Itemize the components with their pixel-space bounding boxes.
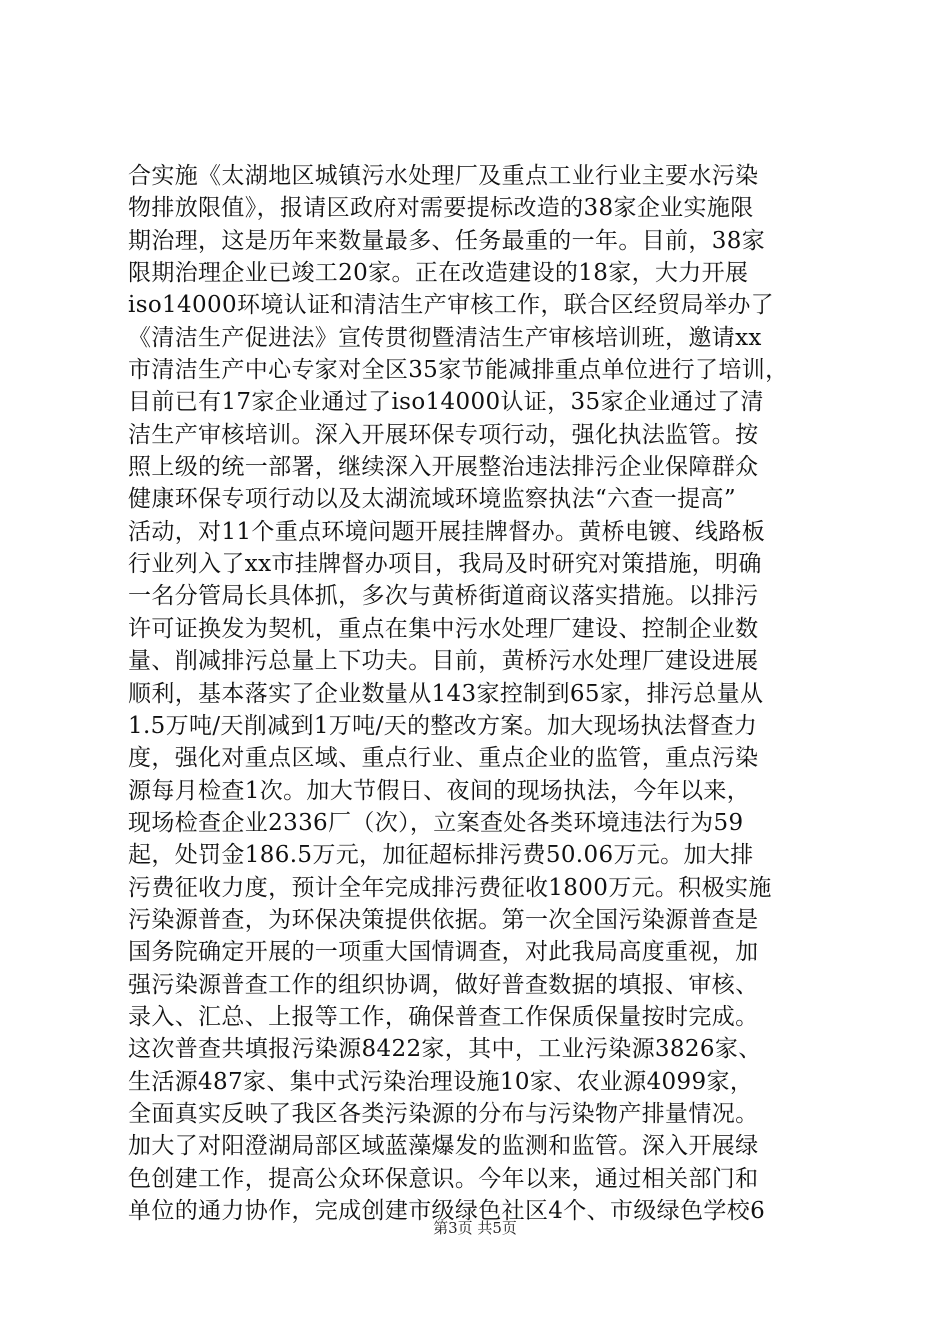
text-line: 期治理，这是历年来数量最多、任务最重的一年。目前，38家 [128, 227, 766, 254]
text-line: 加大了对阳澄湖局部区域蓝藻爆发的监测和监管。深入开展绿 [128, 1133, 759, 1160]
text-line: 起，处罚金186.5万元，加征超标排污费50.06万元。加大排 [128, 842, 754, 869]
body-paragraph [128, 160, 828, 1227]
text-line: 现场检查企业2336厂（次），立案查处各类环境违法行为59 [128, 809, 744, 836]
text-line: 度，强化对重点区域、重点行业、重点企业的监管，重点污染 [128, 745, 759, 772]
text-line: iso14000环境认证和清洁生产审核工作，联合区经贸局举办了 [128, 292, 775, 319]
text-line: 限期治理企业已竣工20家。正在改造建设的18家，大力开展 [128, 260, 749, 287]
text-line: 市清洁生产中心专家对全区35家节能减排重点单位进行了培训， [128, 357, 789, 384]
text-line: 照上级的统一部署，继续深入开展整治违法排污企业保障群众 [128, 454, 759, 481]
text-line: 全面真实反映了我区各类污染源的分布与污染物产排量情况。 [128, 1100, 759, 1127]
text-line: 量、削减排污总量上下功夫。目前，黄桥污水处理厂建设进展 [128, 648, 759, 675]
text-line: 行业列入了xx市挂牌督办项目，我局及时研究对策措施，明确 [128, 551, 762, 578]
text-line: 《清洁生产促进法》宣传贯彻暨清洁生产审核培训班，邀请xx [128, 324, 762, 351]
text-line: 物排放限值》，报请区政府对需要提标改造的38家企业实施限 [128, 195, 754, 222]
text-line: 色创建工作，提高公众环保意识。今年以来，通过相关部门和 [128, 1165, 759, 1192]
text-line: 洁生产审核培训。深入开展环保专项行动，强化执法监管。按 [128, 421, 759, 448]
text-line: 国务院确定开展的一项重大国情调查，对此我局高度重视，加 [128, 939, 759, 966]
text-line: 强污染源普查工作的组织协调，做好普查数据的填报、审核、 [128, 971, 759, 998]
text-line: 合实施《太湖地区城镇污水处理厂及重点工业行业主要水污染 [128, 163, 759, 189]
text-line: 源每月检查1次。加大节假日、夜间的现场执法，今年以来， [128, 777, 751, 804]
text-line: 污染源普查，为环保决策提供依据。第一次全国污染源普查是 [128, 906, 759, 933]
page-footer: 第3页 共5页 [433, 1219, 517, 1237]
text-line: 污费征收力度，预计全年完成排污费征收1800万元。积极实施 [128, 874, 772, 901]
text-line: 单位的通力协作，完成创建市级绿色社区4个、市级绿色学校6 [128, 1198, 766, 1224]
text-line: 生活源487家、集中式污染治理设施10家、农业源4099家， [128, 1068, 754, 1095]
text-line: 目前已有17家企业通过了iso14000认证，35家企业通过了清 [128, 389, 764, 416]
text-line: 顺利，基本落实了企业数量从143家控制到65家，排污总量从 [128, 680, 764, 707]
text-line: 录入、汇总、上报等工作，确保普查工作保质保量按时完成。 [128, 1003, 759, 1030]
text-line: 一名分管局长具体抓，多次与黄桥街道商议落实措施。以排污 [128, 583, 759, 610]
text-line: 活动，对11个重点环境问题开展挂牌督办。黄桥电镀、线路板 [128, 518, 766, 545]
text-line: 1.5万吨/天削减到1万吨/天的整改方案。加大现场执法督查力 [128, 712, 758, 739]
text-line: 健康环保专项行动以及太湖流域环境监察执法“六查一提高” [128, 486, 736, 513]
text-line: 这次普查共填报污染源8422家，其中，工业污染源3826家、 [128, 1036, 762, 1063]
text-line: 许可证换发为契机，重点在集中污水处理厂建设、控制企业数 [128, 615, 759, 642]
